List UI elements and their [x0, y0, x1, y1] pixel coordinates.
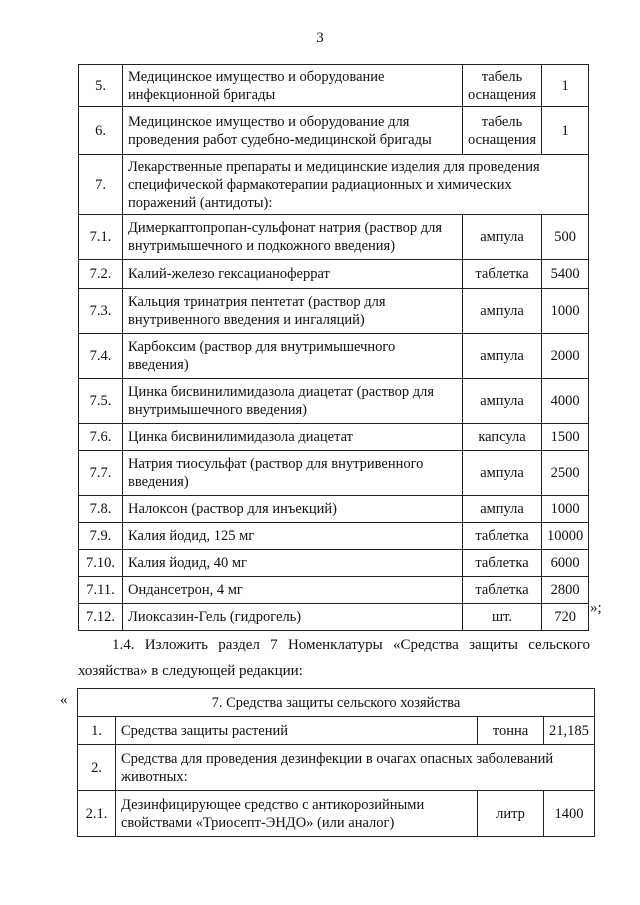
item-quantity: 10000 [542, 523, 589, 550]
table-row [78, 791, 595, 837]
item-unit: таблетка [463, 577, 542, 604]
item-name: Дезинфицирующее средство с антикорозийными свойствами «Триосепт-ЭНДО» (или аналог) [116, 791, 478, 837]
item-quantity: 5400 [542, 260, 589, 289]
row-number: 7.8. [79, 496, 123, 523]
row-number: 7.2. [79, 260, 123, 289]
table-header-row [78, 689, 595, 717]
row-number: 7.4. [79, 334, 123, 379]
row-number: 2.1. [78, 791, 116, 837]
row-number: 7.1. [79, 215, 123, 260]
item-name: Ондансетрон, 4 мг [123, 577, 463, 604]
table-row [79, 451, 589, 496]
item-name: Натрия тиосульфат (раствор для внутривенного введения) [123, 451, 463, 496]
item-quantity: 1400 [544, 791, 595, 837]
section-title: Лекарственные препараты и медицинские изделия для проведения специфической фармакотерапии радиационных и химических поражений (антидоты): [123, 155, 589, 215]
row-number: 7.12. [79, 604, 123, 631]
item-unit: ампула [463, 334, 542, 379]
closing-quote: »; [590, 600, 602, 616]
opening-quote: « [60, 692, 68, 708]
item-quantity: 1000 [542, 496, 589, 523]
table-row [79, 424, 589, 451]
item-unit: таблетка [463, 550, 542, 577]
item-unit: табель оснащения [463, 65, 542, 107]
item-unit: литр [478, 791, 544, 837]
table-row [79, 577, 589, 604]
item-name: Димеркаптопропан-сульфонат натрия (раствор для внутримышечного и подкожного введения) [123, 215, 463, 260]
item-quantity: 1000 [542, 289, 589, 334]
item-quantity: 2000 [542, 334, 589, 379]
table-row [79, 107, 589, 155]
row-number: 6. [79, 107, 123, 155]
row-number: 7.9. [79, 523, 123, 550]
agriculture-protection-table [77, 688, 595, 837]
item-unit: ампула [463, 215, 542, 260]
table-row [79, 604, 589, 631]
table-row-section [78, 745, 595, 791]
table-row [79, 289, 589, 334]
item-name: Кальция тринатрия пентетат (раствор для внутривенного введения и ингаляций) [123, 289, 463, 334]
table-row [79, 65, 589, 107]
table-row [79, 260, 589, 289]
item-name: Цинка бисвинилимидазола диацетат (раствор для внутримышечного введения) [123, 379, 463, 424]
row-number: 2. [78, 745, 116, 791]
paragraph-line-2: хозяйства» в следующей редакции: [78, 663, 303, 679]
item-name: Средства защиты растений [116, 717, 478, 745]
table-row [79, 523, 589, 550]
section-title: Средства для проведения дезинфекции в очагах опасных заболеваний животных: [116, 745, 595, 791]
table-row-section [79, 155, 589, 215]
item-quantity: 1 [542, 65, 589, 107]
table-row [79, 496, 589, 523]
item-quantity: 6000 [542, 550, 589, 577]
row-number: 7.3. [79, 289, 123, 334]
item-unit: ампула [463, 379, 542, 424]
item-unit: таблетка [463, 523, 542, 550]
row-number: 7. [79, 155, 123, 215]
item-name: Медицинское имущество и оборудование инфекционной бригады [123, 65, 463, 107]
item-unit: ампула [463, 451, 542, 496]
table-row [79, 550, 589, 577]
item-quantity: 1 [542, 107, 589, 155]
item-unit: ампула [463, 289, 542, 334]
item-quantity: 500 [542, 215, 589, 260]
item-name: Лиоксазин-Гель (гидрогель) [123, 604, 463, 631]
item-name: Калия йодид, 40 мг [123, 550, 463, 577]
item-name: Налоксон (раствор для инъекций) [123, 496, 463, 523]
table-row [79, 334, 589, 379]
row-number: 1. [78, 717, 116, 745]
row-number: 7.5. [79, 379, 123, 424]
item-unit: капсула [463, 424, 542, 451]
item-quantity: 2500 [542, 451, 589, 496]
amendment-paragraph [78, 632, 590, 684]
item-unit: тонна [478, 717, 544, 745]
item-unit: ампула [463, 496, 542, 523]
item-name: Калий-железо гексацианоферрат [123, 260, 463, 289]
item-quantity: 1500 [542, 424, 589, 451]
paragraph-line-1: 1.4. Изложить раздел 7 Номенклатуры «Средства защиты сельского [112, 637, 590, 653]
item-unit: шт. [463, 604, 542, 631]
row-number: 5. [79, 65, 123, 107]
row-number: 7.6. [79, 424, 123, 451]
item-unit: табель оснащения [463, 107, 542, 155]
item-unit: таблетка [463, 260, 542, 289]
item-quantity: 4000 [542, 379, 589, 424]
table-row [79, 215, 589, 260]
item-quantity: 21,185 [544, 717, 595, 745]
row-number: 7.7. [79, 451, 123, 496]
table-row [78, 717, 595, 745]
item-name: Калия йодид, 125 мг [123, 523, 463, 550]
item-quantity: 720 [542, 604, 589, 631]
page-number: 3 [316, 30, 324, 46]
table-row [79, 379, 589, 424]
equipment-table [78, 64, 589, 631]
row-number: 7.10. [79, 550, 123, 577]
row-number: 7.11. [79, 577, 123, 604]
item-name: Цинка бисвинилимидазола диацетат [123, 424, 463, 451]
section-header: 7. Средства защиты сельского хозяйства [78, 689, 595, 717]
item-name: Медицинское имущество и оборудование для проведения работ судебно-медицинской бригады [123, 107, 463, 155]
item-quantity: 2800 [542, 577, 589, 604]
item-name: Карбоксим (раствор для внутримышечного введения) [123, 334, 463, 379]
